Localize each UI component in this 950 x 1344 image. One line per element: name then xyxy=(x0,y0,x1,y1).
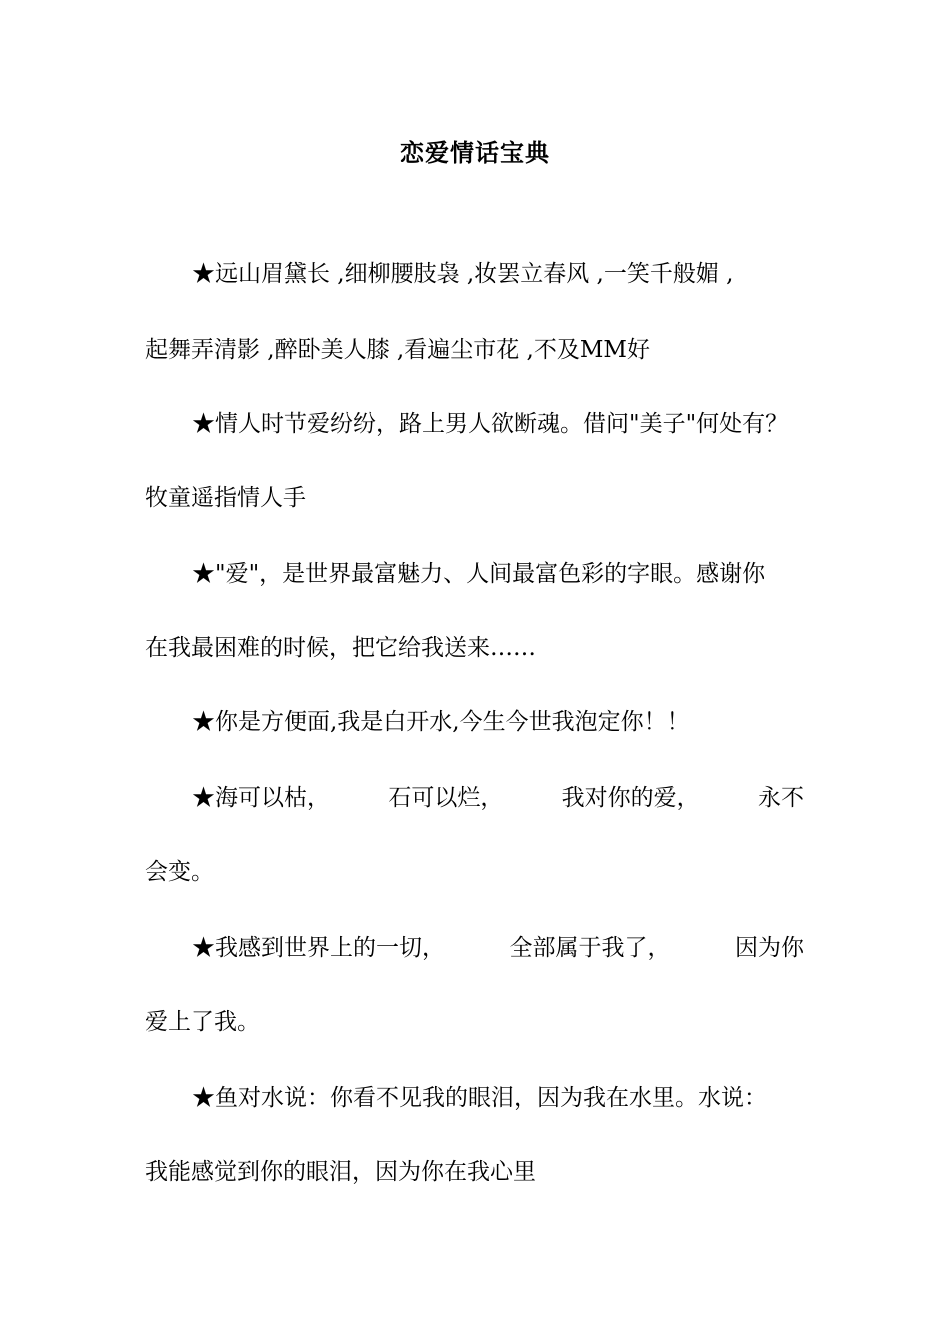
paragraph-line: 我能感觉到你的眼泪，因为你在我心里 xyxy=(145,1159,536,1185)
paragraph-line: 牧童遥指情人手 xyxy=(145,485,306,511)
phrase: 石可以烂， xyxy=(388,785,504,811)
phrase: 全部属于我了， xyxy=(509,935,671,961)
paragraph-line: 在我最困难的时候，把它给我送来…… xyxy=(145,635,536,661)
paragraph-line: ★鱼对水说：你看不见我的眼泪，因为我在水里。水说： xyxy=(192,1085,767,1111)
paragraph-line: 会变。 xyxy=(145,859,214,885)
paragraph-line xyxy=(192,932,804,964)
paragraph-line: ★你是方便面,我是白开水,今生今世我泡定你！！ xyxy=(192,709,690,735)
paragraph-line: ★情人时节爱纷纷，路上男人欲断魂。借问"美子"何处有？ xyxy=(192,411,789,437)
paragraph-line: 起舞弄清影 ,醉卧美人膝 ,看遍尘市花 ,不及MM好 xyxy=(145,337,650,363)
paragraph-line: ★远山眉黛长 ,细柳腰肢袅 ,妆罢立春风 ,一笑千般媚 , xyxy=(192,261,734,287)
phrase: 因为你 xyxy=(735,935,804,961)
paragraph-line xyxy=(192,782,804,814)
phrase: 永不 xyxy=(757,785,804,811)
phrase: ★海可以枯， xyxy=(192,785,330,811)
paragraph-line: ★"爱"，是世界最富魅力、人间最富色彩的字眼。感谢你 xyxy=(192,561,766,587)
paragraph-line: 爱上了我。 xyxy=(145,1009,260,1035)
phrase: ★我感到世界上的一切， xyxy=(192,935,445,961)
page-title: 恋爱情话宝典 xyxy=(400,138,550,167)
phrase: 我对你的爱， xyxy=(561,785,700,811)
